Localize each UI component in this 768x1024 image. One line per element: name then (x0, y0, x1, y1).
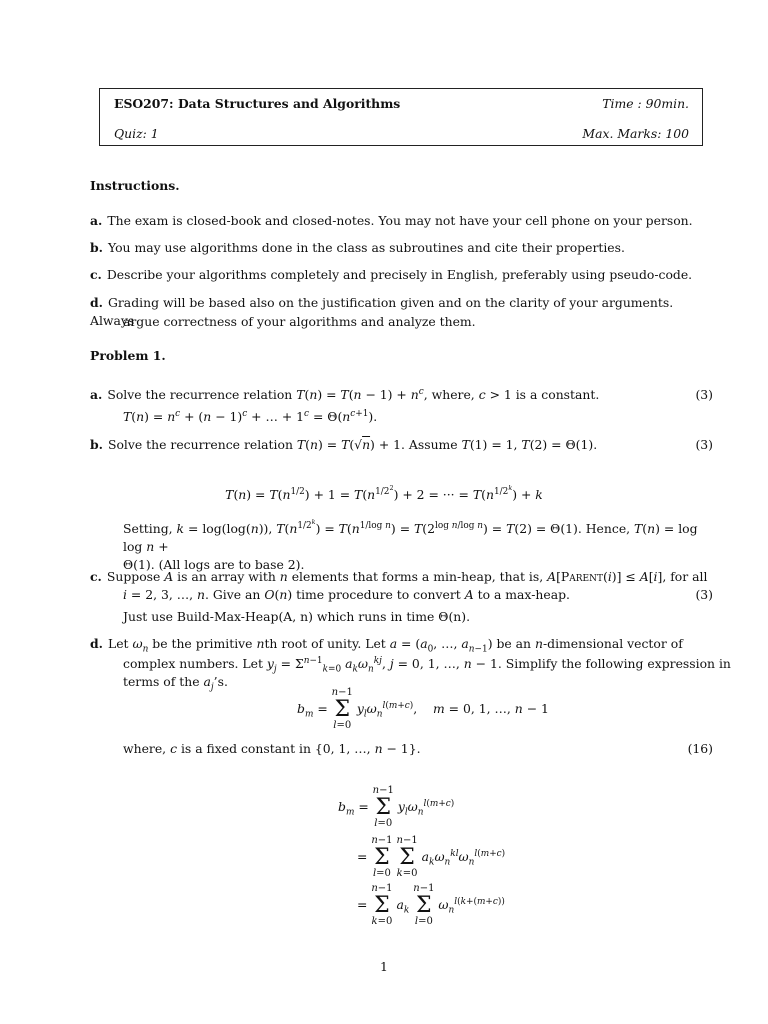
derivation-line-1: $b_m = n-1$ Σ l=0 $y_l\omega_n^{l(m+c)}$ (338, 785, 455, 829)
instruction-b: b. You may use algorithms done in the class as subroutines and cite their properties. (90, 240, 625, 255)
instruction-d: d. Grading will be based also on the justification given and on the clarity of your arguments. Always (90, 295, 674, 328)
problem-a: a. Solve the recurrence relation $T(n) = T(n - 1) + n^c$, where, c > 1 is a constant. (90, 386, 600, 402)
instruction-d-continued: argue correctness of your algorithms and analyze them. (123, 314, 476, 329)
problem-c-answer: Just use Build-Max-Heap(A, n) which runs in time Θ(n). (123, 609, 471, 624)
problem-d-marks: (16) (687, 741, 713, 756)
derivation-line-3: = n−1 Σ k=0 $a_k$ n−1 Σ l=0 $\omega_n^{l(k+(m+c))}$ (357, 883, 505, 927)
problem-d: d. Let $\omega_n$ be the primitive nth root of unity. Let $a = (a_0$, …, $a_{n-1}$) be an n-dimensional vector of (90, 636, 683, 655)
problem-a-marks: (3) (695, 387, 713, 402)
derivation-line-2: = n−1 Σ l=0 n−1 Σ k=0 $a_k\omega_n^{kl}\omega_n^{l(m+c)}$ (357, 835, 506, 879)
page-number: 1 (380, 959, 388, 974)
problem-c-line2: i = 2, 3, …, n. Give an O(n) time procedure to convert A to a max-heap. (123, 587, 570, 602)
problem-title: Problem 1. (90, 348, 166, 363)
problem-b: b. Solve the recurrence relation T(n) = T(√n) + 1. Assume T(1) = 1, T(2) = Θ(1). (90, 437, 598, 452)
instruction-c: c. Describe your algorithms completely and precisely in English, preferably using pseudo-code. (90, 267, 693, 282)
problem-d-constant: where, c is a fixed constant in {0, 1, …, n − 1}. (123, 741, 421, 756)
problem-d-line2: complex numbers. Let $y_j = \Sigma^{n-1}_{k=0}$ $a_k\omega_n^{kj}$, j = 0, 1, …, n − 1. Simplify the following expression in (123, 655, 731, 675)
problem-b-marks: (3) (695, 437, 713, 452)
course-title: ESO207: Data Structures and Algorithms (114, 96, 401, 111)
instructions-title: Instructions. (90, 178, 180, 193)
quiz-number: Quiz: 1 (114, 126, 159, 141)
exam-header-box (99, 88, 703, 146)
exam-time: Time : 90min. (602, 96, 689, 111)
max-marks: Max. Marks: 100 (582, 126, 689, 141)
instruction-a: a. The exam is closed-book and closed-notes. You may not have your cell phone on your person. (90, 213, 693, 228)
problem-d-line3: terms of the $a_j’s$. (123, 674, 228, 693)
problem-b-answer: Setting, k = log(log(n)), $T(n^{1/2^k}) = T(n^{1/log n}) = T(2^{log n/log n}) = T(2) = \Theta(1)$. Hence, T(n) = log log n + Θ(1). (All logs are to base 2). (123, 517, 698, 572)
bm-definition: $b_m = n-1$ Σ l=0 $y_l\omega_n^{l(m+c)}$, m = 0, 1, …, n − 1 (297, 687, 549, 731)
problem-c-marks: (3) (695, 587, 713, 602)
problem-a-answer: $T(n) = n^c + (n - 1)^c$ + … + $1^c = \Theta(n^{c+1})$. (123, 408, 378, 424)
problem-c: c. Suppose A is an array with n elements that forms a min-heap, that is, A[Parent(i)] ≤ A[i], for all (90, 569, 708, 584)
problem-b-equation: $T(n) = T(n^{1/2}) + 1 = T(n^{1/2^2}) + 2$ = ··· = $T(n^{1/2^k}) + k$ (225, 483, 543, 502)
